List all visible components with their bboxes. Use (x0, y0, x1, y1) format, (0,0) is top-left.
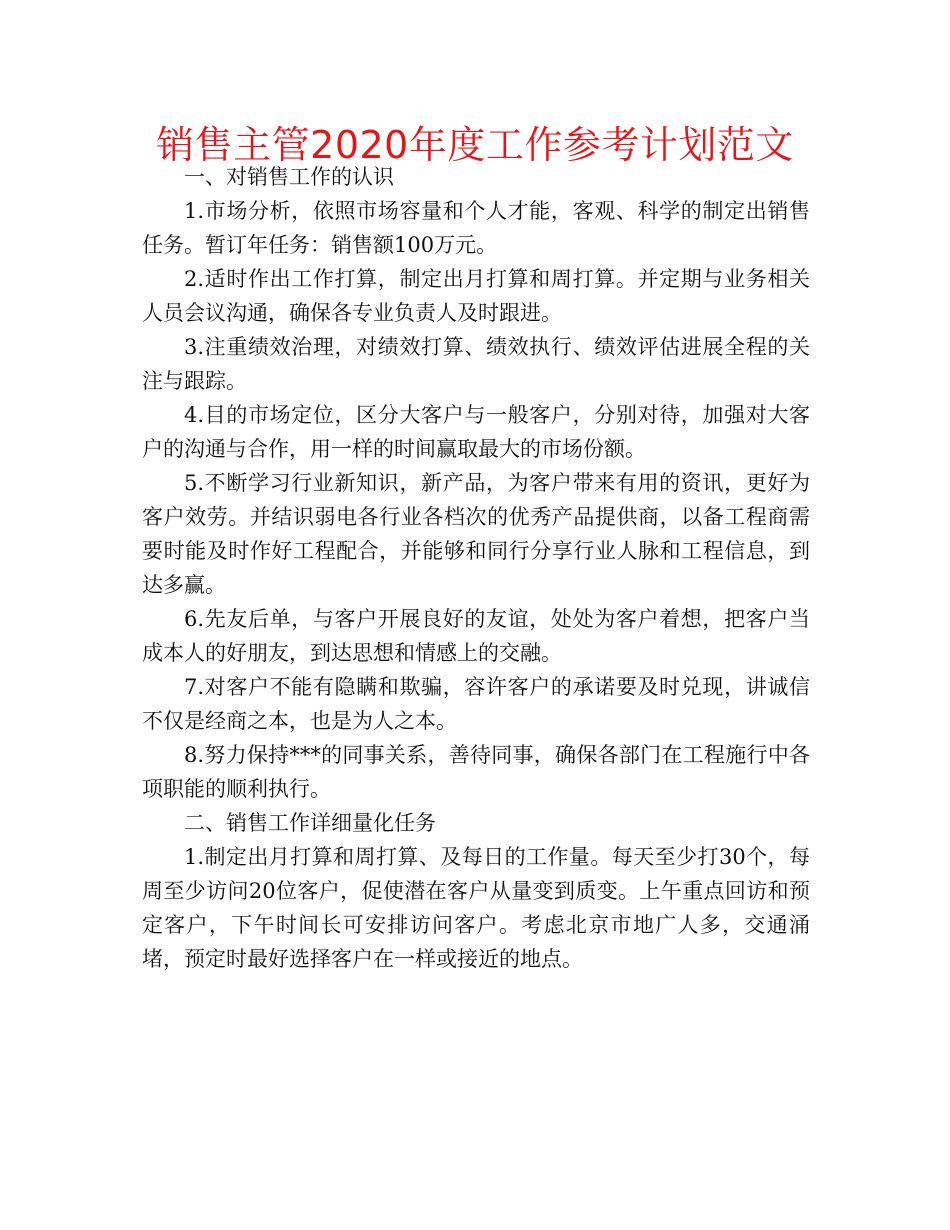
paragraph-9: 1.制定出月打算和周打算、及每日的工作量。每天至少打30个，每周至少访问20位客户，促使潜在客户从量变到质变。上午重点回访和预定客户，下午时间长可安排访问客户。考虑北京市地广人多，交通涌堵，预定时最好选择客户在一样或接近的地点。 (142, 845, 810, 971)
paragraph-1: 1.市场分析，依照市场容量和个人才能，客观、科学的制定出销售任务。暂订年任务：销售额100万元。 (142, 199, 810, 257)
section-heading-2: 二、销售工作详细量化任务 (184, 811, 436, 835)
paragraph-3: 3.注重绩效治理，对绩效打算、绩效执行、绩效评估进展全程的关注与跟踪。 (142, 335, 810, 393)
paragraph-5: 5.不断学习行业新知识，新产品，为客户带来有用的资讯，更好为客户效劳。并结识弱电各行业各档次的优秀产品提供商，以备工程商需要时能及时作好工程配合，并能够和同行分享行业人脉和工程信息，到达多赢。 (142, 471, 810, 597)
paragraph-7: 7.对客户不能有隐瞒和欺骗，容许客户的承诺要及时兑现，讲诚信不仅是经商之本，也是为人之本。 (142, 675, 810, 733)
section-heading-1: 一、对销售工作的认识 (184, 165, 394, 189)
paragraph-2: 2.适时作出工作打算，制定出月打算和周打算。并定期与业务相关人员会议沟通，确保各专业负责人及时跟进。 (142, 267, 810, 325)
paragraph-8: 8.努力保持***的同事关系，善待同事，确保各部门在工程施行中各项职能的顺利执行。 (142, 743, 810, 801)
paragraph-4: 4.目的市场定位，区分大客户与一般客户，分别对待，加强对大客户的沟通与合作，用一样的时间赢取最大的市场份额。 (142, 403, 810, 461)
paragraph-6: 6.先友后单，与客户开展良好的友谊，处处为客户着想，把客户当成本人的好朋友，到达思想和情感上的交融。 (142, 607, 810, 665)
document-title: 销售主管2020年度工作参考计划范文 (156, 123, 794, 167)
document-body (142, 160, 810, 976)
